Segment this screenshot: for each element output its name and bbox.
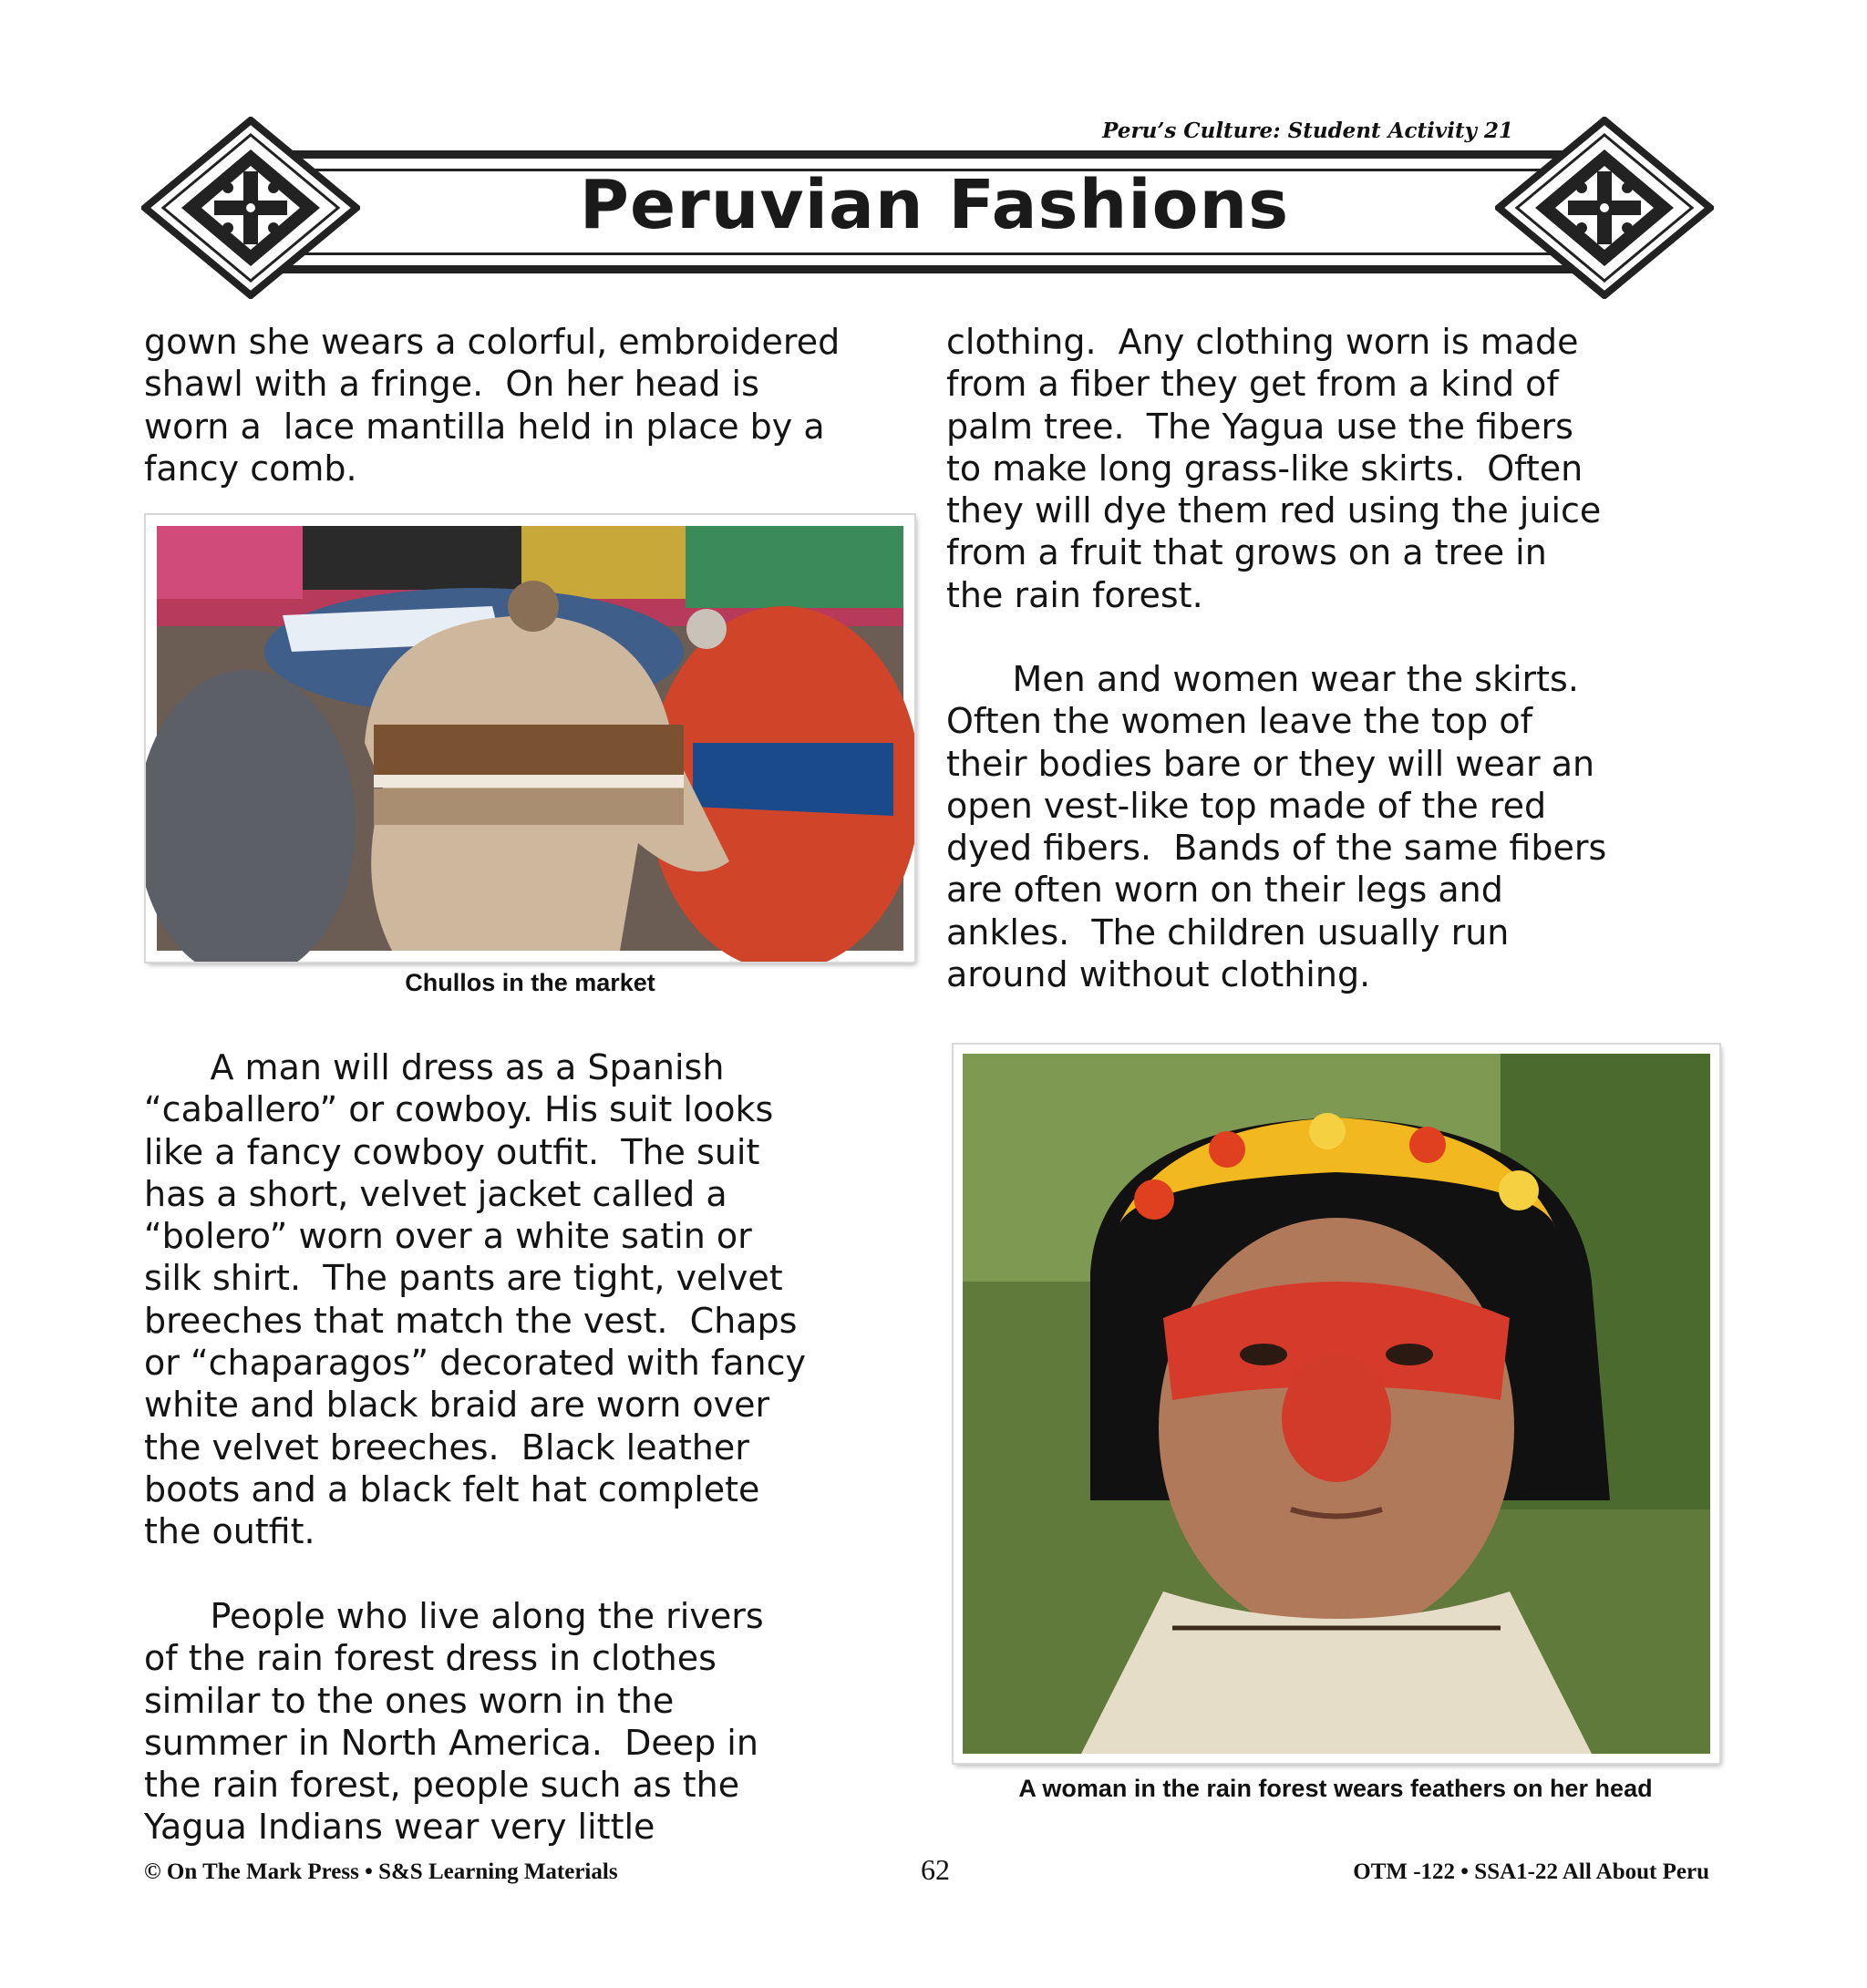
page-title: Peruvian Fashions: [579, 166, 1290, 244]
chullos-photo: [146, 515, 914, 962]
page-number: 62: [921, 1853, 950, 1886]
rainforest-woman-photo: [954, 1045, 1719, 1763]
chullos-image: [146, 515, 914, 962]
left-paragraph-3: People who live along the rivers of the rain forest dress in clothes similar to the ones worn in the summer in North America. Deep in the rain forest, people such as the Yagua Indians wear very little: [144, 1596, 764, 1848]
activity-label: Peru’s Culture: Student Activity 21: [1102, 118, 1513, 143]
right-paragraph-2: Men and women wear the skirts. Often the women leave the top of their bodies bare or they will wear an open vest-like top made of the red dyed fibers. Bands of the same fibers are often worn on their legs and ankles. The children usually run around without clothing.: [946, 659, 1607, 995]
left-paragraph-2: A man will dress as a Spanish “caballero” or cowboy. His suit looks like a fancy cowboy outfit. The suit has a short, velvet jacket called a “bolero” worn over a white satin or silk shirt. The pants are tight, velvet breeches that match the vest. Chaps or “chaparagos” decorated with fancy white and black braid are worn over the velvet breeches. Black leather boots and a black felt hat complete the outfit.: [144, 1047, 807, 1552]
chullos-caption: Chullos in the market: [405, 969, 655, 996]
footer-copyright: © On The Mark Press • S&S Learning Materials: [144, 1859, 618, 1884]
right-paragraph-1: clothing. Any clothing worn is made from a fiber they get from a kind of palm tree. The Yagua use the fibers to make long grass-like skirts. Often they will dye them red using the juice from a fruit that grows on a tree in the rain forest.: [946, 322, 1602, 615]
left-paragraph-1: gown she wears a colorful, embroidered shawl with a fringe. On her head is worn a lace mantilla held in place by a fancy comb.: [144, 322, 841, 489]
footer-book-code: OTM -122 • SSA1-22 All About Peru: [1353, 1859, 1709, 1884]
rainforest-woman-image: [954, 1045, 1719, 1763]
rainforest-woman-caption: A woman in the rain forest wears feathers on her head: [1018, 1775, 1653, 1802]
